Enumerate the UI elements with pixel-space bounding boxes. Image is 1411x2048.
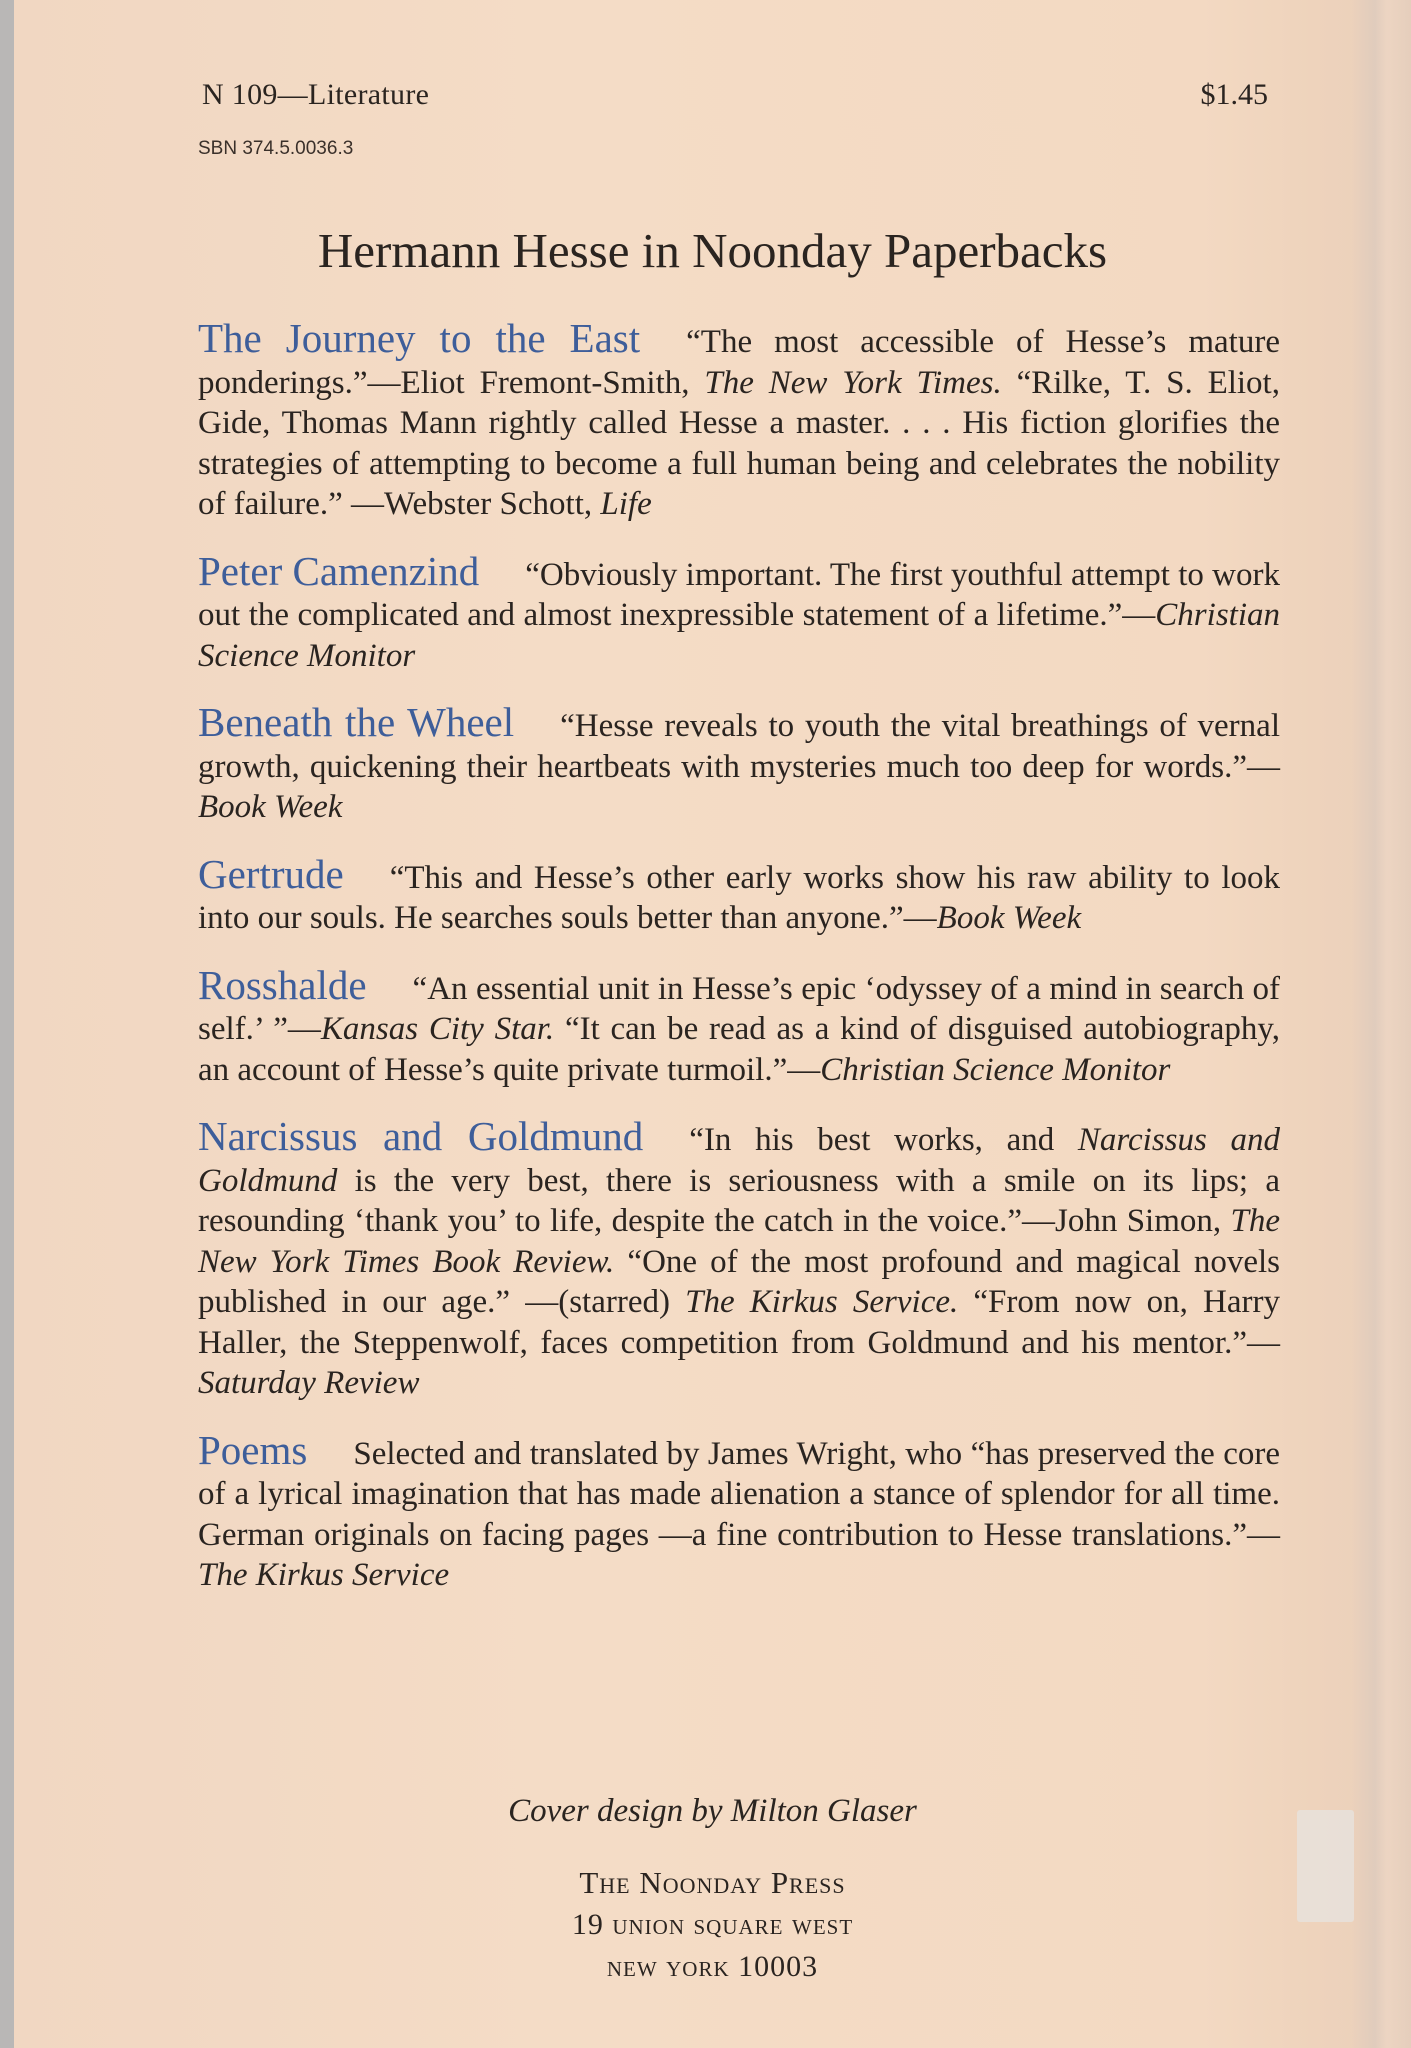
review-source: Saturday Review bbox=[198, 1365, 420, 1401]
book-entry bbox=[198, 850, 1280, 939]
publisher-block bbox=[14, 1862, 1411, 1988]
page-title: Hermann Hesse in Noonday Paperbacks bbox=[317, 223, 1108, 278]
review-text: Selected and translated by James Wright, who “has preserved the core of a lyrical imagination that has made alienation a stance of splendor for all time. German originals on facing pages —a fine contribution to Hesse translations.”— bbox=[198, 1435, 1280, 1553]
book-entry bbox=[198, 699, 1280, 828]
review-text: “This and Hesse’s other early works show his raw ability to look into our souls. He searches souls better than anyone.”— bbox=[198, 859, 1280, 936]
review-source: The Kirkus Service. bbox=[685, 1284, 959, 1320]
publisher-name: The Noonday Press bbox=[579, 1865, 846, 1900]
review-text: “In his best works, and bbox=[689, 1122, 1078, 1158]
review-text: “Hesse reveals to youth the vital breathings of vernal growth, quickening their heartbeats with mysteries much too deep for words.”— bbox=[198, 708, 1280, 785]
book-title: Poems bbox=[198, 1426, 308, 1473]
book-entry bbox=[198, 547, 1280, 677]
cover-spine-edge bbox=[1351, 0, 1411, 2048]
review-text: “From now on, Harry Haller, the Steppenwolf, faces competition from Goldmund and his mentor.”— bbox=[198, 1284, 1281, 1361]
review-source: Kansas City Star. bbox=[320, 1011, 555, 1047]
book-title: Rosshalde bbox=[198, 961, 367, 1008]
book-entry bbox=[198, 1113, 1281, 1404]
review-text: “An essential unit in Hesse’s epic ‘odyssey of a mind in search of self.’ ”— bbox=[198, 970, 1280, 1047]
review-text: “Rilke, T. S. Eliot, Gide, Thomas Mann rightly called Hesse a master. . . . His fiction glorifies the strategies of attempting to become a full human being and celebrates the nobility of failure.” —Webster Schott, bbox=[198, 364, 1280, 522]
book-title: Gertrude bbox=[198, 850, 344, 897]
book-list bbox=[198, 315, 1281, 1622]
review-source: Book Week bbox=[936, 900, 1082, 936]
review-text: “Obviously important. The first youthful attempt to work out the complicated and almost inexpressible statement of a lifetime.”— bbox=[198, 556, 1280, 633]
price: $1.45 bbox=[1200, 78, 1268, 111]
review-source: Narcissus and Goldmund bbox=[198, 1122, 1280, 1199]
review-source: Life bbox=[600, 486, 652, 522]
series-number: N 109—Literature bbox=[202, 78, 430, 111]
review-source: The Kirkus Service bbox=[198, 1557, 450, 1593]
review-text: “It can be read as a kind of disguised autobiography, an account of Hesse’s quite private turmoil.”— bbox=[198, 1011, 1281, 1088]
book-back-cover bbox=[14, 0, 1411, 2048]
publisher-address-city: new york 10003 bbox=[606, 1950, 819, 1983]
review-text: is the very best, there is seriousness with a smile on its lips; a resounding ‘thank you’ to life, despite the catch in the voice.”—John Simon, bbox=[198, 1162, 1280, 1239]
review-text: “The most accessible of Hesse’s mature ponderings.”—Eliot Fremont-Smith, bbox=[198, 324, 1280, 401]
book-title: The Journey to the East bbox=[198, 315, 641, 361]
cover-design-credit: Cover design by Milton Glaser bbox=[508, 1793, 917, 1829]
sbn-number: SBN 374.5.0036.3 bbox=[198, 138, 354, 159]
book-entry bbox=[198, 315, 1280, 525]
book-entry bbox=[198, 1426, 1280, 1596]
book-title: Peter Camenzind bbox=[198, 547, 480, 594]
review-source: Book Week bbox=[198, 789, 343, 825]
book-entry bbox=[198, 961, 1281, 1091]
book-title: Narcissus and Goldmund bbox=[198, 1113, 644, 1159]
review-source: Christian Science Monitor bbox=[198, 597, 1280, 674]
book-title: Beneath the Wheel bbox=[198, 699, 515, 745]
review-source: Christian Science Monitor bbox=[820, 1051, 1171, 1088]
publisher-address-street: 19 union square west bbox=[571, 1908, 854, 1941]
review-source: The New York Times Book Review. bbox=[198, 1203, 1280, 1280]
review-text: “One of the most profound and magical novels published in our age.” —(starred) bbox=[198, 1243, 1280, 1320]
review-source: The New York Times. bbox=[704, 364, 1002, 401]
